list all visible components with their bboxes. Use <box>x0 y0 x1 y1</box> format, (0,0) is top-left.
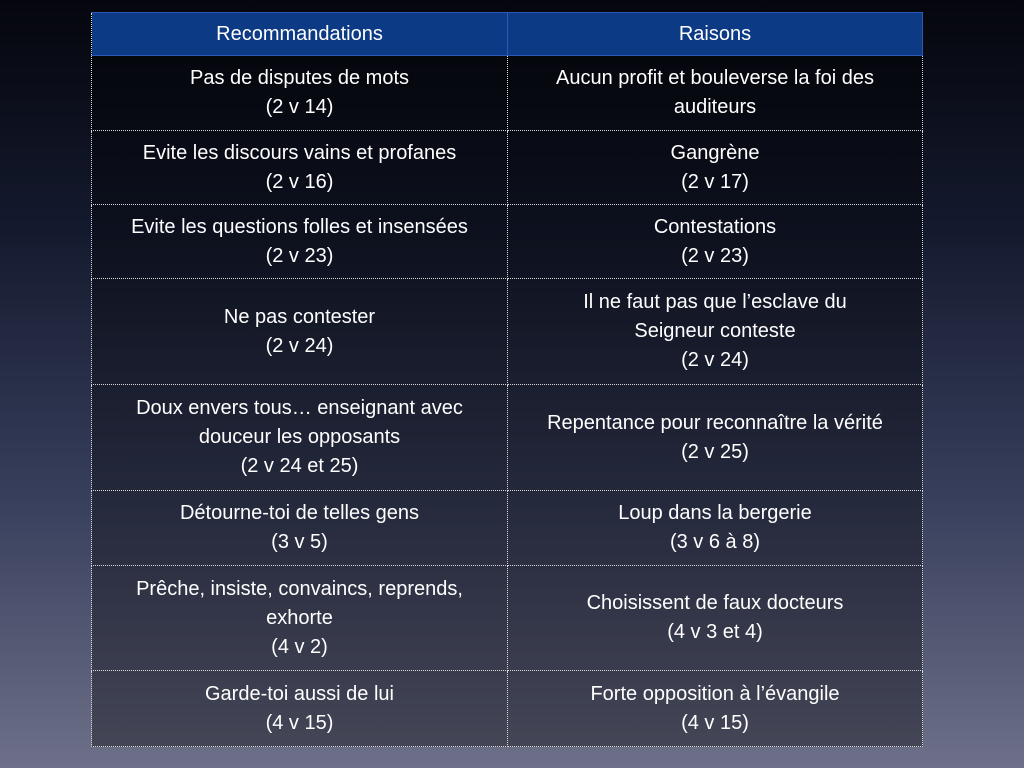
header-recommandations: Recommandations <box>92 13 508 56</box>
recommendation-cell: Ne pas contester (2 v 24) <box>92 279 508 385</box>
reason-cell: Il ne faut pas que l’esclave du Seigneur conteste (2 v 24) <box>508 279 923 385</box>
reason-cell: Contestations (2 v 23) <box>508 205 923 279</box>
table-row <box>92 491 923 566</box>
recommendations-table <box>91 12 923 747</box>
recommendation-cell: Doux envers tous… enseignant avec douceur les opposants (2 v 24 et 25) <box>92 385 508 491</box>
recommendation-cell: Pas de disputes de mots (2 v 14) <box>92 56 508 131</box>
reason-cell: Repentance pour reconnaître la vérité (2 v 25) <box>508 385 923 491</box>
recommendation-cell: Prêche, insiste, convaincs, reprends, exhorte (4 v 2) <box>92 566 508 671</box>
table-row <box>92 671 923 747</box>
table-body <box>92 56 923 747</box>
reason-cell: Gangrène (2 v 17) <box>508 131 923 205</box>
table-row <box>92 566 923 671</box>
recommendation-cell: Evite les discours vains et profanes (2 v 16) <box>92 131 508 205</box>
table-row <box>92 131 923 205</box>
reason-cell: Choisissent de faux docteurs (4 v 3 et 4) <box>508 566 923 671</box>
recommendation-cell: Evite les questions folles et insensées (2 v 23) <box>92 205 508 279</box>
table-row <box>92 385 923 491</box>
table-row <box>92 56 923 131</box>
reason-cell: Loup dans la bergerie (3 v 6 à 8) <box>508 491 923 566</box>
recommendation-cell: Détourne-toi de telles gens (3 v 5) <box>92 491 508 566</box>
header-row <box>92 13 923 56</box>
header-raisons: Raisons <box>508 13 923 56</box>
table-header <box>92 13 923 56</box>
reason-cell: Aucun profit et bouleverse la foi des auditeurs <box>508 56 923 131</box>
table-row <box>92 205 923 279</box>
recommendation-cell: Garde-toi aussi de lui (4 v 15) <box>92 671 508 747</box>
reason-cell: Forte opposition à l’évangile (4 v 15) <box>508 671 923 747</box>
table-row <box>92 279 923 385</box>
